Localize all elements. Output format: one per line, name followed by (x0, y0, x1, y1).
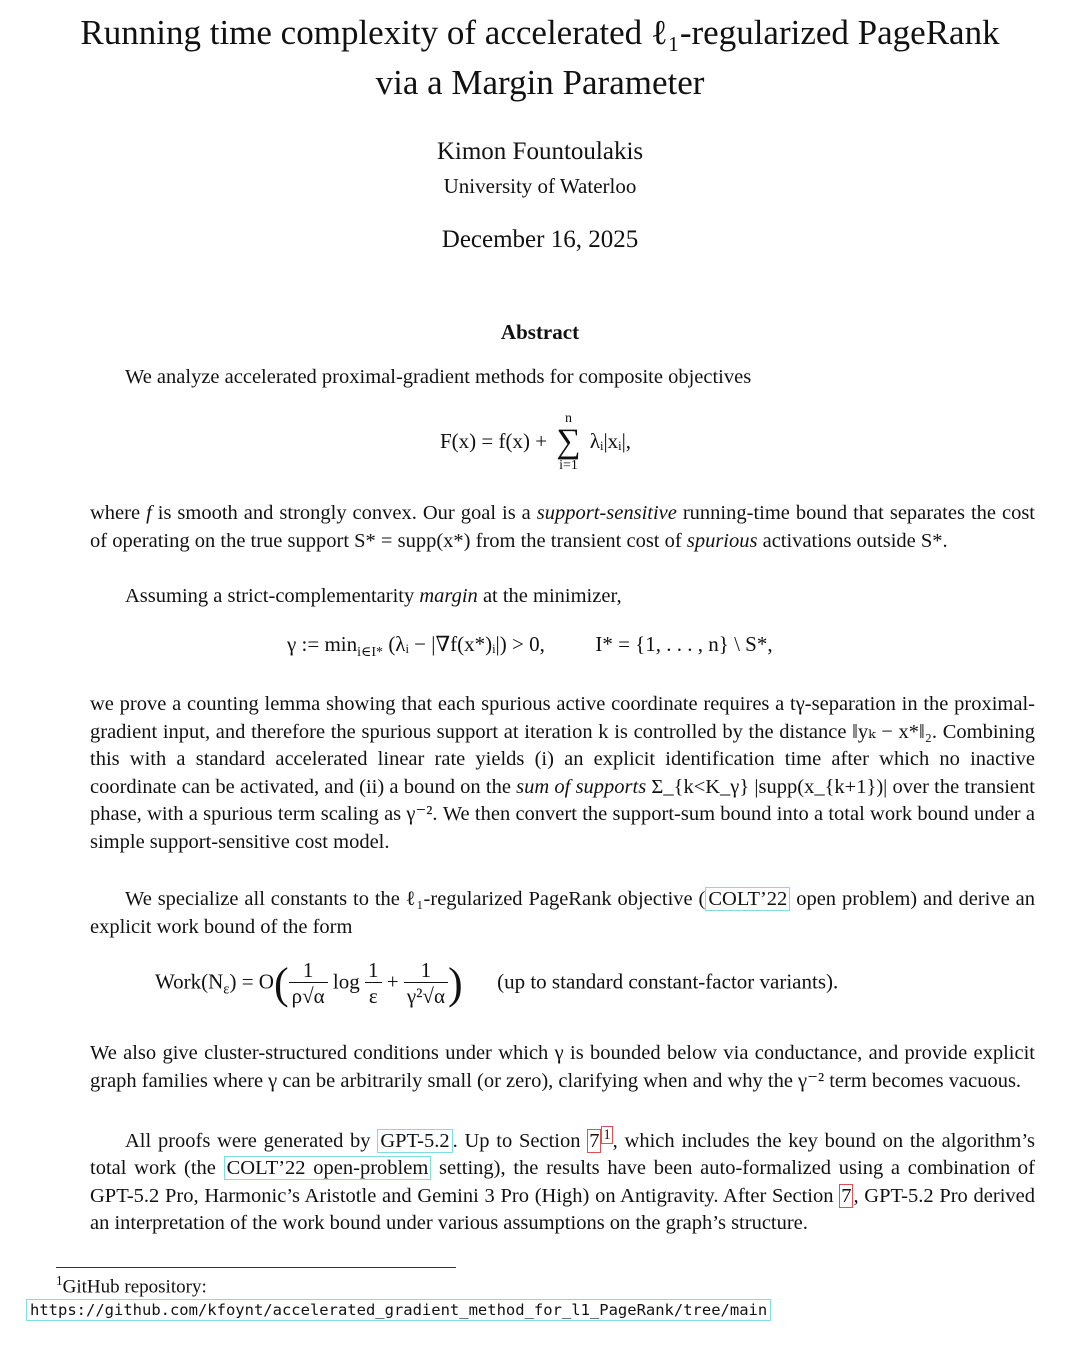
footnote-1-link[interactable]: 1 (603, 1127, 611, 1143)
abstract-paragraph-6: We also give cluster-structured conditions under which γ is bounded below via conductance, and provide explicit graph families where γ can be arbitrarily small (or zero), clarifying when and why the γ⁻² term becomes vacuous. (90, 1042, 1035, 1092)
equation-work-bound: $Work(N_\varepsilon) = O$( $\frac{1}{\rho√\alpha}$ log $\frac{1}{\varepsilon}$ + $\frac{1}{\text{γ²√α}}$ ) (up to standard constant-factor variants). (155, 958, 839, 1008)
author-affiliation: University of Waterloo (443, 174, 637, 198)
paper-title (0, 8, 1080, 108)
abstract-heading: Abstract (500, 320, 580, 344)
colt22-citation-link[interactable]: COLT’22 (705, 887, 790, 911)
abstract-paragraph-4: we prove a counting lemma showing that each spurious active coordinate requires a tγ-separation in the proximal-gradient input, and therefore the spurious support at iteration k is controlled by the distance ‖yₖ − x*‖₂. Combining this with a standard accelerated linear rate yields (i) an explicit identification time after which no inactive coordinate can be activated, and (ii) a bound on the sum of supports Σ_{k<K_γ} |supp(x_{k+1})| over the transient phase, with a spurious term scaling as γ⁻². We then convert the support-sum bound into a total work bound under a simple support-sensitive cost model. (90, 693, 1035, 853)
footnote-divider (56, 1267, 456, 1268)
equation-objective: F(x) = f(x) + n ∑ i=1 λᵢ|xᵢ|, (440, 411, 632, 473)
title-line-2: via a Margin Parameter (375, 63, 705, 102)
equation-margin: γ := $\min_{i\in I*}$ (λᵢ − |∇f(x*)ᵢ|) > 0, I* = {1, . . . , n} \ S*, (287, 632, 773, 661)
paper-date: December 16, 2025 (441, 226, 639, 253)
github-repository-link[interactable]: https://github.com/kfoynt/accelerated_gradient_method_for_l1_PageRank/tree/main (26, 1299, 771, 1321)
author-name: Kimon Fountoulakis (436, 138, 644, 165)
abstract-paragraph-1: We analyze accelerated proximal-gradient methods for composite objectives (125, 366, 752, 388)
gpt-5-2-link[interactable]: GPT-5.2 (377, 1129, 452, 1153)
section-7-link[interactable]: 7 (589, 1129, 600, 1152)
abstract-paragraph-3: Assuming a strict-complementarity margin at the minimizer, (125, 585, 622, 607)
section-7-link-2[interactable]: 7 (841, 1184, 852, 1207)
abstract-paragraph-7: All proofs were generated by GPT-5.2 . Up to Section 7 $^1$, which includes the key bound on the algorithm’s total work (the COLT’22 open-problem setting), the results have been auto-formalized using a combination of GPT-5.2 Pro, Harmonic’s Aristotle and Gemini 3 Pro (High) on Antigravity. After Section 7, GPT-5.2 Pro derived an interpretation of the work bound under various assumptions on the graph’s structure. (90, 1127, 1035, 1235)
colt22-open-problem-link[interactable]: COLT’22 open-problem (224, 1156, 432, 1180)
abstract-paragraph-2: where f is smooth and strongly convex. Our goal is a support-sensitive running-time bound that separates the cost of operating on the true support S* = supp(x*) from the transient cost of spurious activations outside S*. (90, 502, 1036, 552)
footnote-label: $^1$GitHub repository: (56, 1273, 207, 1298)
abstract-paragraph-5: We specialize all constants to the ℓ₁-regularized PageRank objective ( COLT’22 open problem) and derive an explicit work bound of the form (90, 888, 1035, 938)
title-line-1: Running time complexity of accelerated ℓ₁-regularized PageRank (80, 13, 1000, 52)
